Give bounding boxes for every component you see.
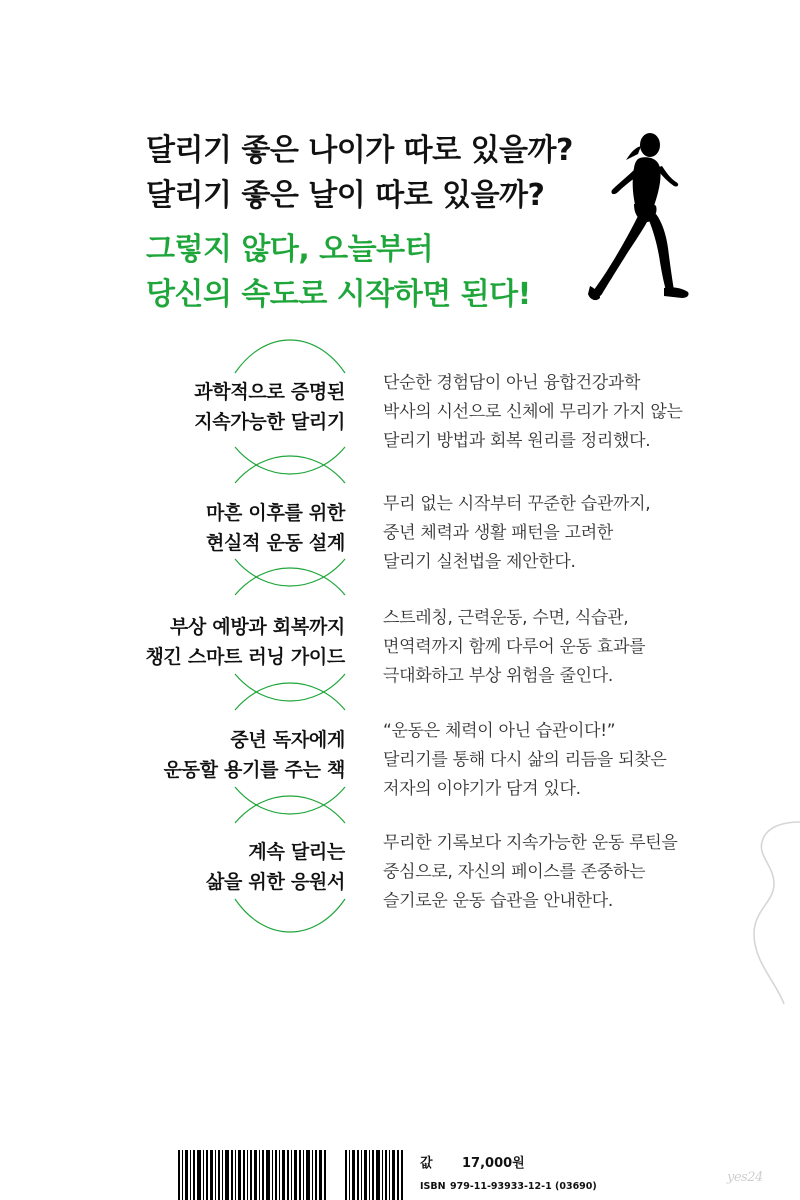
feature-description-line: 면역력까지 함께 다루어 운동 효과를 (383, 637, 646, 657)
curved-line-divider (225, 672, 355, 712)
feature-title-line: 부상 예방과 회복까지 (169, 616, 345, 638)
curved-line-divider (225, 557, 355, 597)
feature-description-line: 무리한 기록보다 지속가능한 운동 루틴을 (383, 833, 678, 853)
feature-title (146, 612, 346, 672)
feature-description-line: 스트레칭, 근력운동, 수면, 식습관, (383, 608, 629, 628)
feature-title (206, 498, 345, 558)
feature-description-line: 무리 없는 시작부터 꾸준한 습관까지, (383, 494, 651, 514)
feature-title-line: 중년 독자에게 (230, 729, 345, 751)
price-row (420, 1155, 597, 1173)
curved-line-divider (225, 445, 355, 485)
feature-title-line: 챙긴 스마트 러닝 가이드 (145, 646, 345, 668)
headline-answer-1: 그렇지 않다, 오늘부터 (146, 232, 434, 267)
headline (146, 128, 573, 317)
price-value: 17,000원 (462, 1156, 525, 1171)
feature-title-line: 과학적으로 증명된 (194, 381, 345, 403)
feature-description-line: 저자의 이야기가 담겨 있다. (383, 779, 581, 799)
feature-description-line: 중심으로, 자신의 페이스를 존중하는 (383, 862, 646, 882)
isbn-row (420, 1179, 597, 1195)
feature-title (194, 377, 345, 437)
headline-answer-2: 당신의 속도로 시작하면 된다! (146, 277, 531, 312)
feature-title-line: 현실적 운동 설계 (205, 532, 345, 554)
feature-description (383, 717, 666, 804)
runner-silhouette-icon (588, 128, 692, 304)
curved-line-divider (225, 785, 355, 825)
isbn-value: 979-11-93933-12-1 (03690) (450, 1181, 597, 1192)
feature-description-line: 달리기를 통해 다시 삶의 리듬을 되찾은 (383, 750, 667, 770)
feature-title-line: 계속 달리는 (248, 841, 345, 863)
isbn-label: ISBN (420, 1181, 446, 1192)
feature-title-line: 지속가능한 달리기 (194, 411, 345, 433)
feature-description-line: 슬기로운 운동 습관을 안내한다. (383, 891, 614, 911)
feature-title-line: 삶을 위한 응원서 (205, 871, 345, 893)
feature-description-line: 달리기 실천법을 제안한다. (383, 552, 576, 572)
watermark-logo: yes24 (727, 1170, 763, 1185)
headline-question-1: 달리기 좋은 나이가 따로 있을까? (146, 133, 573, 168)
decorative-outline-blob (748, 818, 800, 1008)
feature-description (383, 490, 650, 577)
price-label: 값 (420, 1156, 433, 1171)
feature-title (164, 725, 345, 785)
feature-description (383, 604, 645, 691)
price-block (420, 1155, 597, 1195)
bottom-arc-divider (225, 897, 355, 937)
headline-question-2: 달리기 좋은 날이 따로 있을까? (146, 178, 545, 213)
feature-description (383, 829, 678, 916)
feature-description-line: 극대화하고 부상 위험을 줄인다. (383, 666, 614, 686)
feature-description-line: 박사의 시선으로 신체에 무리가 가지 않는 (383, 402, 683, 422)
feature-title (206, 837, 345, 897)
feature-description-line: 달리기 방법과 회복 원리를 정리했다. (383, 431, 651, 451)
barcode (178, 1150, 328, 1200)
feature-title-line: 운동할 용기를 주는 책 (163, 759, 345, 781)
feature-description-line: 단순한 경험담이 아닌 융합건강과학 (383, 373, 641, 393)
feature-description (383, 369, 683, 456)
feature-description-line: “운동은 체력이 아닌 습관이다!” (383, 721, 616, 741)
feature-title-line: 마흔 이후를 위한 (205, 502, 345, 524)
feature-description-line: 중년 체력과 생활 패턴을 고려한 (383, 523, 614, 543)
barcode-addon (345, 1150, 405, 1200)
top-arc-divider (225, 335, 355, 375)
